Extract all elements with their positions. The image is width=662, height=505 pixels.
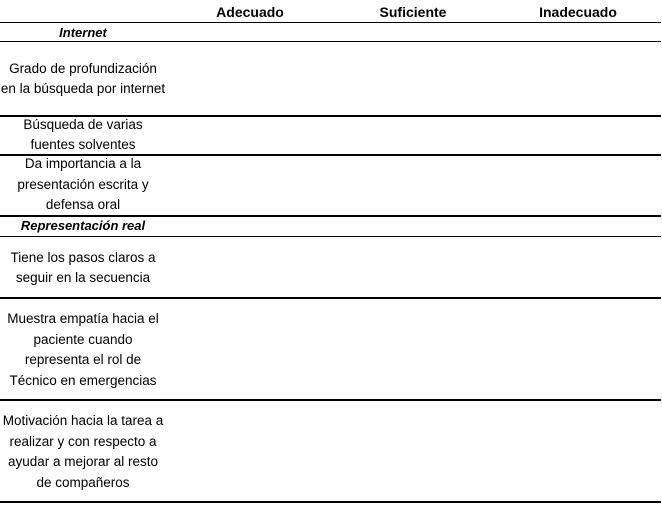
row-divider [0,297,661,299]
criterion-label: Tiene los pasos claros a seguir en la secuencia [10,249,156,285]
row-divider [0,501,661,503]
criterion-label: Motivación hacia la tarea a realizar y con respecto a ayudar a mejorar al resto de compañeros [2,413,164,490]
section-title-representacion-real: Representación real [20,218,146,233]
criterion-label: Grado de profundización en la búsqueda por internet [0,60,166,96]
section-title-internet: Internet [59,25,107,40]
column-header-adecuado: Adecuado [216,4,284,20]
column-header-inadecuado: Inadecuado [539,4,617,20]
section-divider [0,236,661,237]
column-header-suficiente: Suficiente [379,4,447,20]
row-divider [0,399,661,401]
criterion-label: Muestra empatía hacia el paciente cuando representa el rol de Técnico en emergencias [7,311,159,388]
header-divider [0,22,661,23]
criterion-label: Búsqueda de varias fuentes solventes [23,116,143,152]
section-divider [0,41,661,42]
criterion-label: Da importancia a la presentación escrita y defensa oral [17,156,149,213]
row-divider [0,215,661,217]
